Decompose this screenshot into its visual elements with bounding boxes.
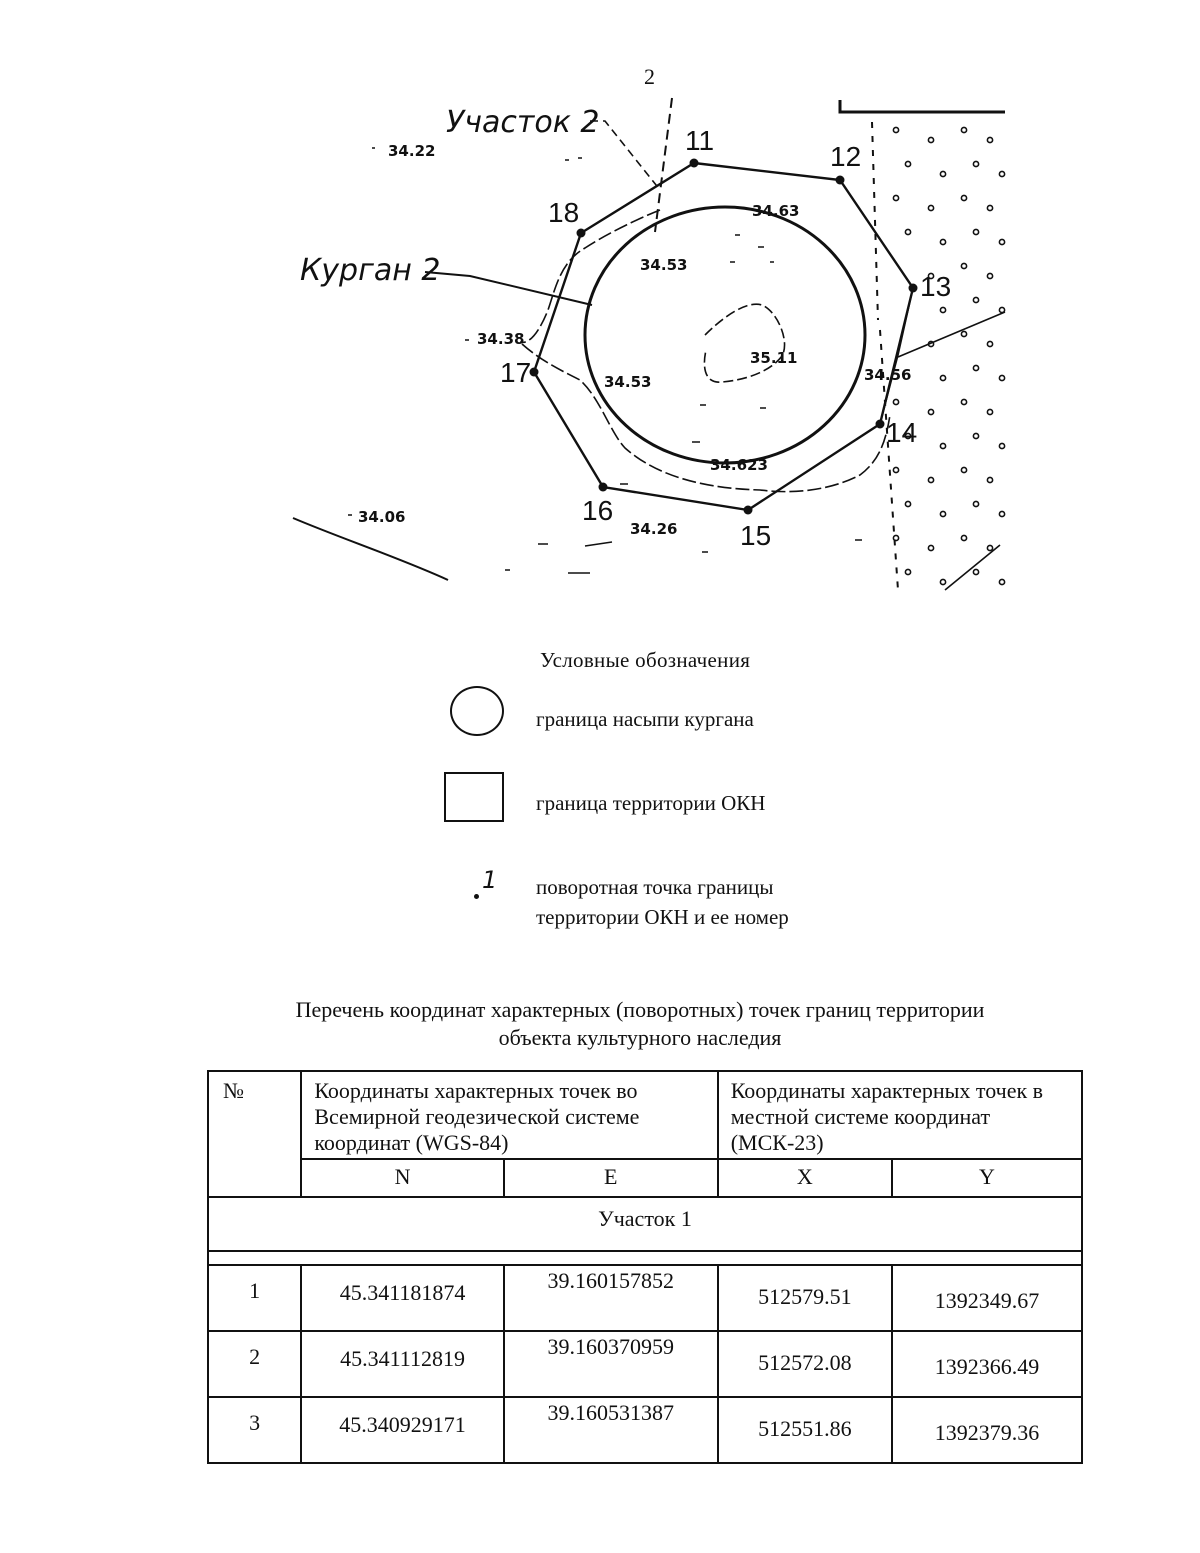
gravel-dot [940, 443, 945, 448]
table-row [208, 1397, 1082, 1463]
gravel-dot [973, 297, 978, 302]
cell-y: 1392349.67 [892, 1265, 1082, 1331]
gravel-dot [999, 443, 1004, 448]
gravel-dot [987, 205, 992, 210]
gravel-dot [940, 307, 945, 312]
cell-y: 1392379.36 [892, 1397, 1082, 1463]
gravel-dot [999, 579, 1004, 584]
gravel-dot [928, 341, 933, 346]
gravel-dot [961, 467, 966, 472]
legend-mound-text: граница насыпи кургана [536, 707, 754, 731]
section-label: Участок 1 [208, 1197, 1082, 1251]
table-subheader-row [208, 1159, 1082, 1197]
cell-no: 2 [208, 1331, 301, 1397]
table-title-line1: Перечень координат характерных (поворотных) точек границ территории [295, 997, 985, 1022]
gravel-dot [961, 399, 966, 404]
point-11-dot [690, 159, 699, 168]
gravel-dot [940, 239, 945, 244]
cell-e: 39.160157852 [504, 1265, 718, 1331]
cell-x: 512572.08 [718, 1331, 892, 1397]
gravel-dot [940, 171, 945, 176]
col-x-header: X [718, 1159, 892, 1197]
dashed-line-road [872, 122, 878, 320]
gravel-dot [961, 331, 966, 336]
site-leader-line [590, 121, 660, 190]
dashed-line-2 [655, 98, 672, 232]
gravel-dot [973, 501, 978, 506]
elevation-label: 34.06 [358, 508, 406, 526]
elevation-label: 34.38 [477, 330, 525, 348]
cell-no: 3 [208, 1397, 301, 1463]
gravel-dot [987, 477, 992, 482]
gravel-dot [905, 569, 910, 574]
elevation-label: 34.63 [752, 202, 800, 220]
gravel-dot [928, 205, 933, 210]
gravel-dot [928, 137, 933, 142]
col-no-header: № [208, 1071, 301, 1197]
gravel-dot [928, 477, 933, 482]
cell-y: 1392366.49 [892, 1331, 1082, 1397]
legend-point-line2: территории ОКН и ее номер [536, 905, 789, 929]
gravel-dot [961, 195, 966, 200]
gravel-dot [999, 307, 1004, 312]
gravel-dot [905, 161, 910, 166]
gravel-dot [999, 375, 1004, 380]
col-n-header: N [301, 1159, 503, 1197]
point-label-11: 11 [685, 125, 715, 156]
point-12-dot [836, 176, 845, 185]
point-15-dot [744, 506, 753, 515]
map-top-label: 2 [644, 64, 655, 89]
gravel-dot [999, 171, 1004, 176]
legend [0, 640, 1200, 940]
elevation-label: 35.11 [750, 349, 798, 367]
gravel-dot [987, 545, 992, 550]
elevation-label: 34.26 [630, 520, 678, 538]
territory-boundary-symbol-icon [444, 772, 504, 822]
gravel-dot [893, 399, 898, 404]
gravel-dot [987, 341, 992, 346]
elevation-label: 34.53 [640, 256, 688, 274]
point-18-dot [577, 229, 586, 238]
elevation-label: 34.22 [388, 142, 436, 160]
col-group-msk-header: Координаты характерных точек в местной системе координат (МСК-23) [718, 1071, 1082, 1159]
legend-title: Условные обозначения [540, 648, 751, 672]
point-label-16: 16 [582, 495, 614, 526]
cell-n: 45.340929171 [301, 1397, 503, 1463]
turning-point-symbol-icon [470, 866, 510, 902]
site-plan-map [0, 0, 1200, 610]
table-row [208, 1331, 1082, 1397]
gravel-dot [940, 375, 945, 380]
gravel-dot [961, 127, 966, 132]
cell-x: 512579.51 [718, 1265, 892, 1331]
table-header-row [208, 1071, 1082, 1159]
point-13-dot [909, 284, 918, 293]
elevation-label: 34.53 [604, 373, 652, 391]
gravel-dot [893, 535, 898, 540]
mound-label: Курган 2 [300, 253, 441, 288]
mound-boundary-symbol-icon [450, 686, 504, 736]
gravel-dot [987, 137, 992, 142]
col-group-wgs-header: Координаты характерных точек во Всемирной геодезической системе координат (WGS-84) [301, 1071, 717, 1159]
table-row [208, 1265, 1082, 1331]
gravel-dot [987, 409, 992, 414]
gravel-hatching [893, 127, 1004, 584]
terrain-line-sw [293, 518, 448, 580]
gravel-dot [893, 467, 898, 472]
gravel-dot [973, 433, 978, 438]
cell-x: 512551.86 [718, 1397, 892, 1463]
frame-corner [840, 100, 1005, 112]
section-row [208, 1197, 1082, 1251]
cell-n: 45.341181874 [301, 1265, 503, 1331]
gravel-dot [961, 535, 966, 540]
point-label-12: 12 [830, 141, 862, 172]
cell-e: 39.160531387 [504, 1397, 718, 1463]
gravel-dot [999, 239, 1004, 244]
elevation-label: 34.56 [864, 366, 912, 384]
gravel-dot [893, 127, 898, 132]
gravel-dot [940, 511, 945, 516]
col-y-header: Y [892, 1159, 1082, 1197]
gravel-dot [928, 545, 933, 550]
point-14-dot [876, 420, 885, 429]
point-label-17: 17 [500, 357, 532, 388]
summit-contour [704, 304, 784, 382]
gravel-dot [961, 263, 966, 268]
elevation-label: 34.623 [710, 456, 768, 474]
gravel-dot [973, 229, 978, 234]
gravel-dot [973, 569, 978, 574]
spacer-row [208, 1251, 1082, 1265]
point-label-13: 13 [920, 271, 952, 302]
gravel-dot [905, 229, 910, 234]
turning-point-dot-icon [474, 894, 479, 899]
turning-point-symbol-number: 1 [482, 866, 498, 894]
point-label-15: 15 [740, 520, 772, 551]
point-label-14: 14 [886, 417, 918, 448]
legend-point-text [536, 872, 789, 932]
road-line-se [945, 545, 1000, 590]
cell-e: 39.160370959 [504, 1331, 718, 1397]
cell-n: 45.341112819 [301, 1331, 503, 1397]
legend-territory-text: граница территории ОКН [536, 791, 766, 815]
gravel-dot [940, 579, 945, 584]
table-title [200, 996, 1080, 1052]
point-label-18: 18 [548, 197, 580, 228]
table-title-line2: объекта культурного наследия [498, 1025, 782, 1050]
gravel-dot [987, 273, 992, 278]
cell-no: 1 [208, 1265, 301, 1331]
col-e-header: E [504, 1159, 718, 1197]
gravel-dot [928, 409, 933, 414]
mound-boundary [585, 207, 865, 463]
gravel-dot [893, 195, 898, 200]
gravel-dot [905, 501, 910, 506]
legend-point-line1: поворотная точка границы [536, 875, 774, 899]
road-line-ne [898, 312, 1005, 357]
gravel-dot [973, 365, 978, 370]
gravel-dot [999, 511, 1004, 516]
site-label: Участок 2 [446, 105, 600, 140]
gravel-dot [973, 161, 978, 166]
point-16-dot [599, 483, 608, 492]
coordinates-table [207, 1070, 1083, 1464]
